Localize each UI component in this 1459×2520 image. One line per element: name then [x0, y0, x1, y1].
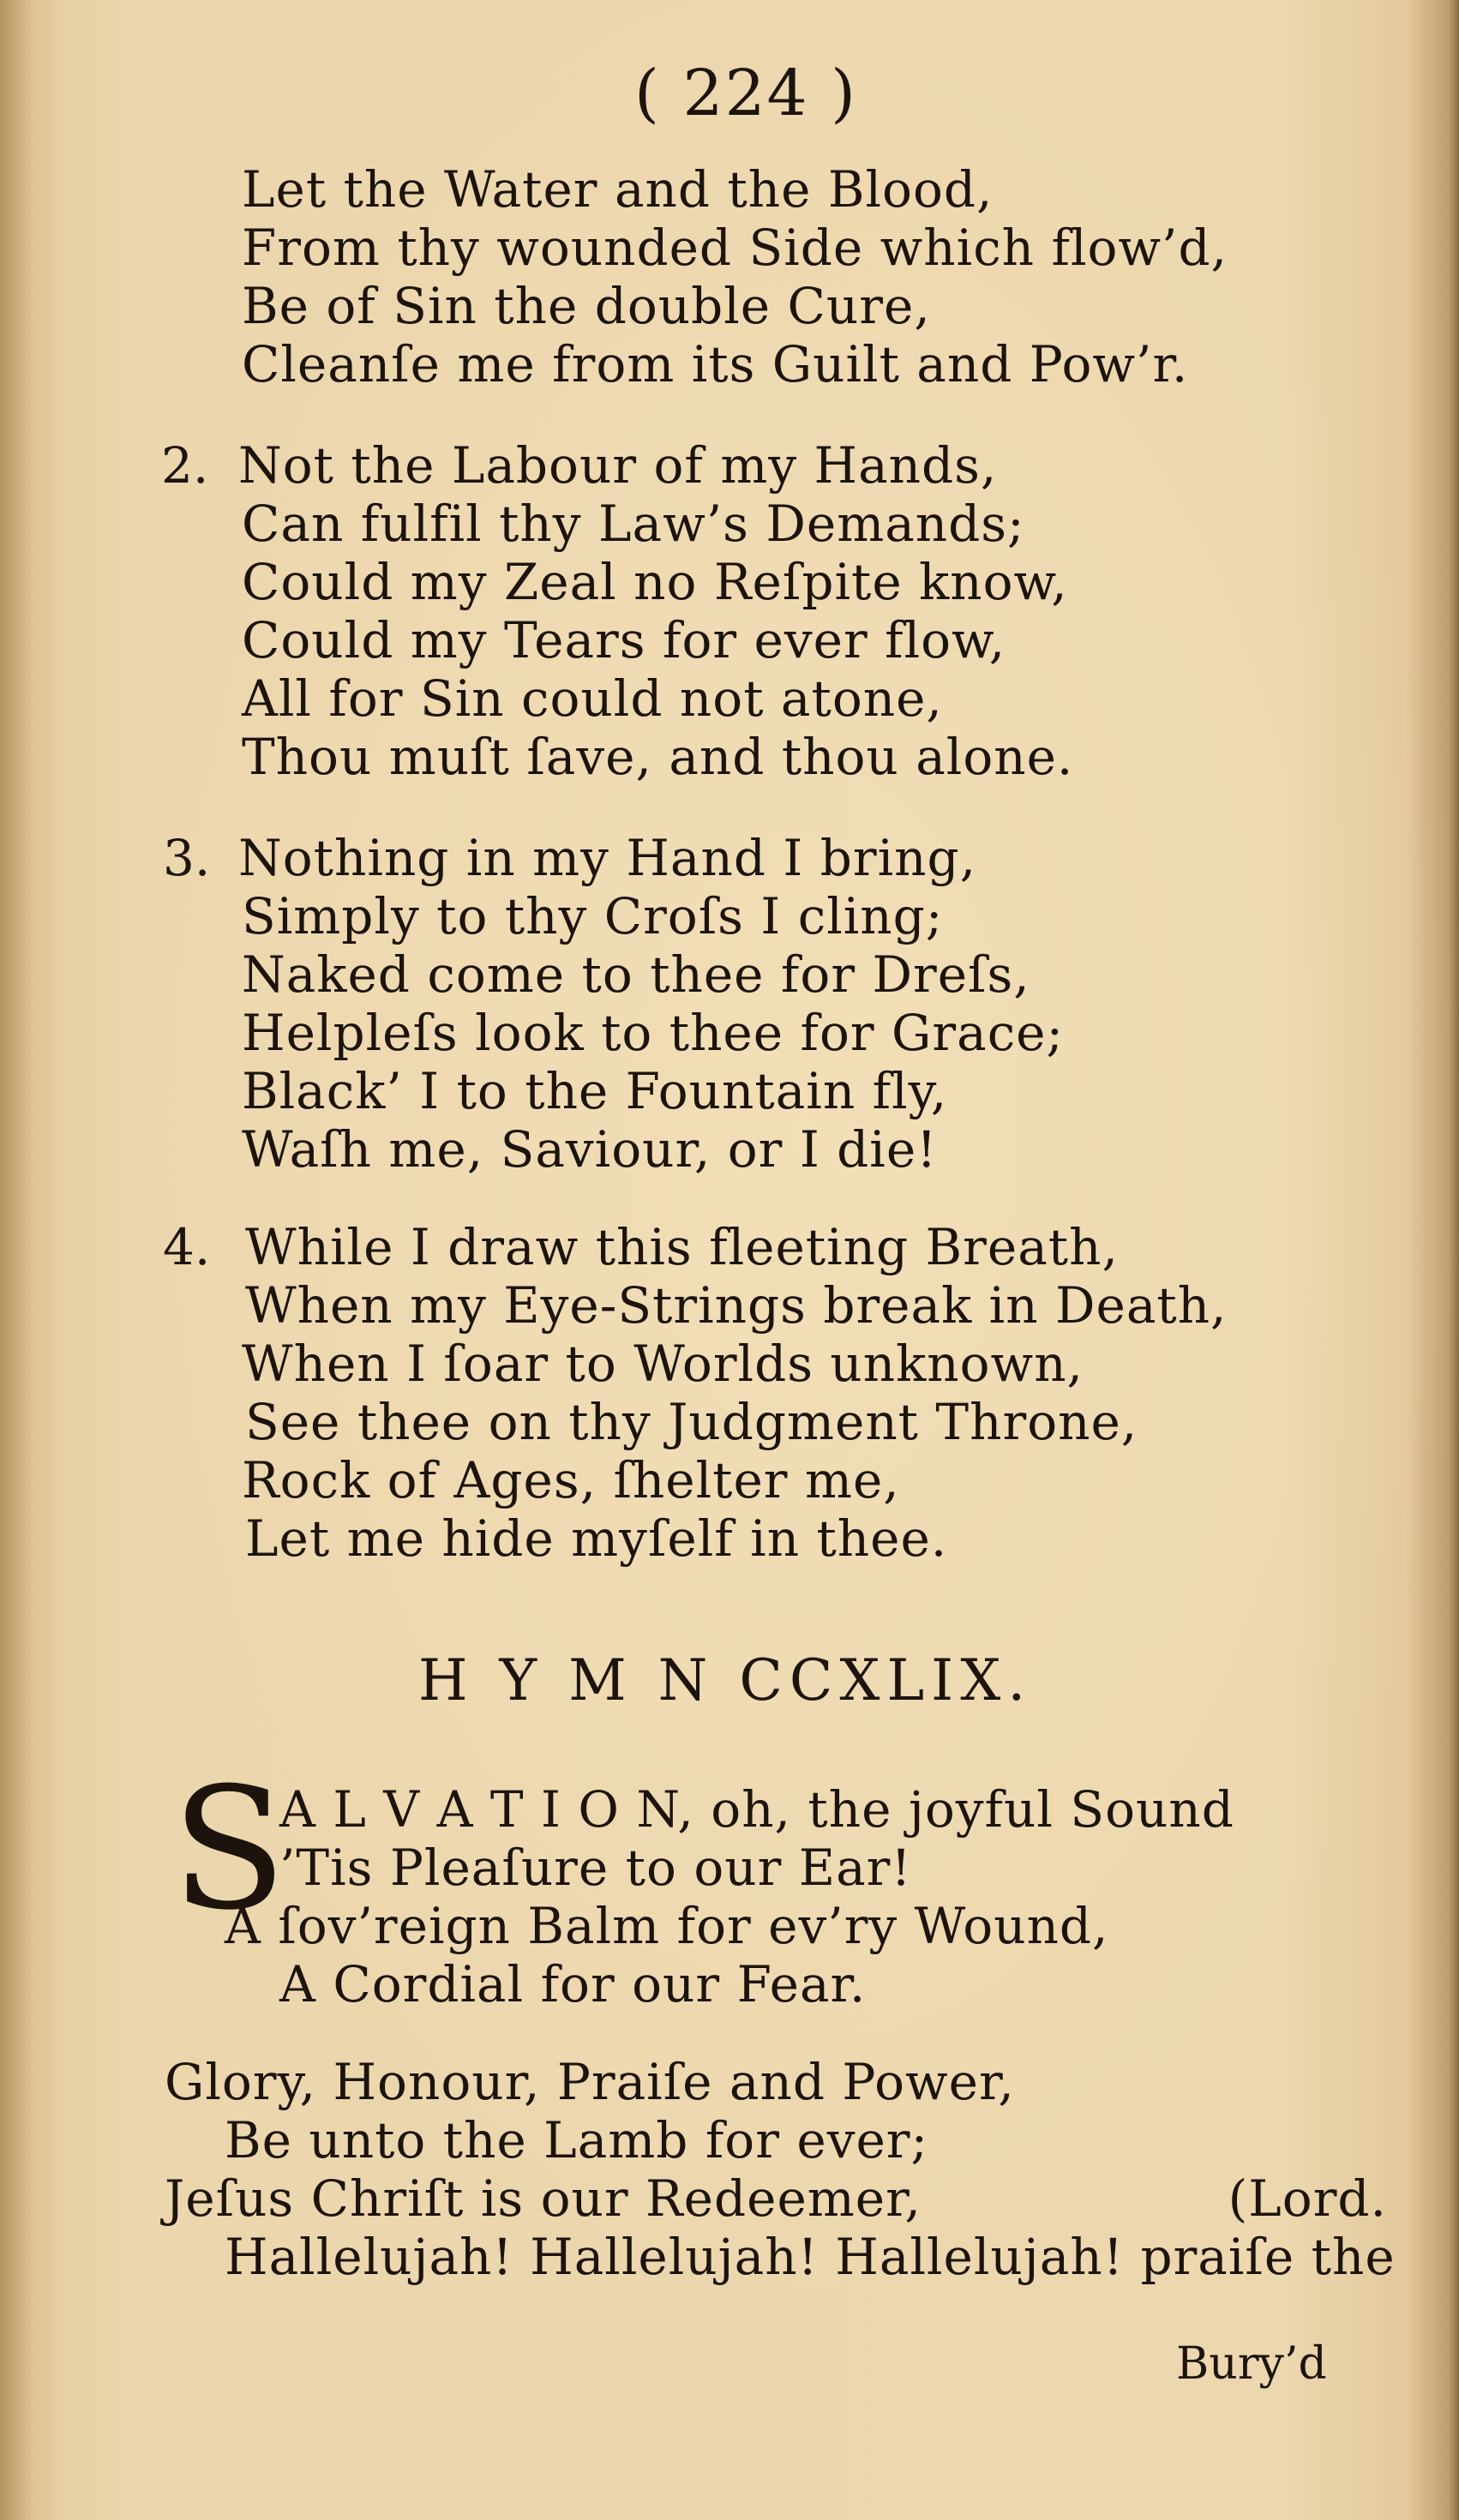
verse-line: A L V A T I O N, oh, the joyful Sound [279, 1780, 1234, 1839]
verse-line: Black’ I to the Fountain fly, [242, 1062, 948, 1120]
verse-line: When my Eye-Strings break in Death, [245, 1276, 1228, 1335]
stanza-number: 3. [163, 829, 211, 887]
chorus-line: Be unto the Lamb for ever; [225, 2111, 929, 2169]
verse-line: While I draw this fleeting Breath, [245, 1218, 1119, 1276]
verse-line: Nothing in my Hand I bring, [238, 829, 977, 887]
page-gutter [0, 0, 33, 2520]
hymn-title: H Y M N CCXLIX. [418, 1647, 1033, 1713]
verse-line: A ſov’reign Balm for ev’ry Wound, [225, 1897, 1109, 1955]
verse-line: Could my Zeal no Reſpite know, [242, 553, 1068, 611]
chorus-line: Hallelujah! Hallelujah! Hallelujah! praiſe the [225, 2228, 1396, 2286]
verse-line: See thee on thy Judgment Throne, [245, 1393, 1138, 1451]
verse-line: Not the Labour of my Hands, [238, 436, 998, 495]
catchword: Bury’d [1176, 2338, 1327, 2390]
verse-line: All for Sin could not atone, [242, 669, 943, 728]
verse-line: Let the Water and the Blood, [242, 160, 994, 219]
chorus-line: Jeſus Chriſt is our Redeemer, [165, 2169, 922, 2228]
verse-line: Could my Tears for ever flow, [242, 611, 1006, 669]
page-number: ( 224 ) [634, 57, 858, 130]
verse-line: Cleanſe me from its Guilt and Pow’r. [242, 335, 1189, 393]
verse-line: When I ſoar to Worlds unknown, [242, 1335, 1084, 1393]
verse-line: Let me hide myſelf in thee. [245, 1509, 948, 1568]
verse-line: Waſh me, Saviour, or I die! [242, 1120, 938, 1179]
verse-line: Can fulfil thy Law’s Demands; [242, 495, 1025, 553]
verse-line: Naked come to thee for Dreſs, [242, 945, 1030, 1004]
drop-cap: S [171, 1752, 287, 1947]
verse-line: Simply to thy Croſs I cling; [242, 887, 944, 945]
chorus-line: Glory, Honour, Praiſe and Power, [165, 2053, 1015, 2111]
verse-line: ’Tis Pleaſure to our Ear! [279, 1839, 912, 1897]
verse-line: A Cordial for our Fear. [279, 1955, 867, 2013]
verse-line: Helpleſs look to thee for Grace; [242, 1004, 1065, 1062]
chorus-turnover: (Lord. [1228, 2169, 1387, 2228]
verse-line: Rock of Ages, ſhelter me, [242, 1451, 900, 1509]
stanza-number: 4. [163, 1218, 211, 1276]
verse-line: Thou muſt ſave, and thou alone. [242, 728, 1074, 786]
verse-line: From thy wounded Side which flow’d, [242, 219, 1228, 277]
stanza-number: 2. [161, 436, 209, 495]
verse-line: Be of Sin the double Cure, [242, 277, 931, 335]
